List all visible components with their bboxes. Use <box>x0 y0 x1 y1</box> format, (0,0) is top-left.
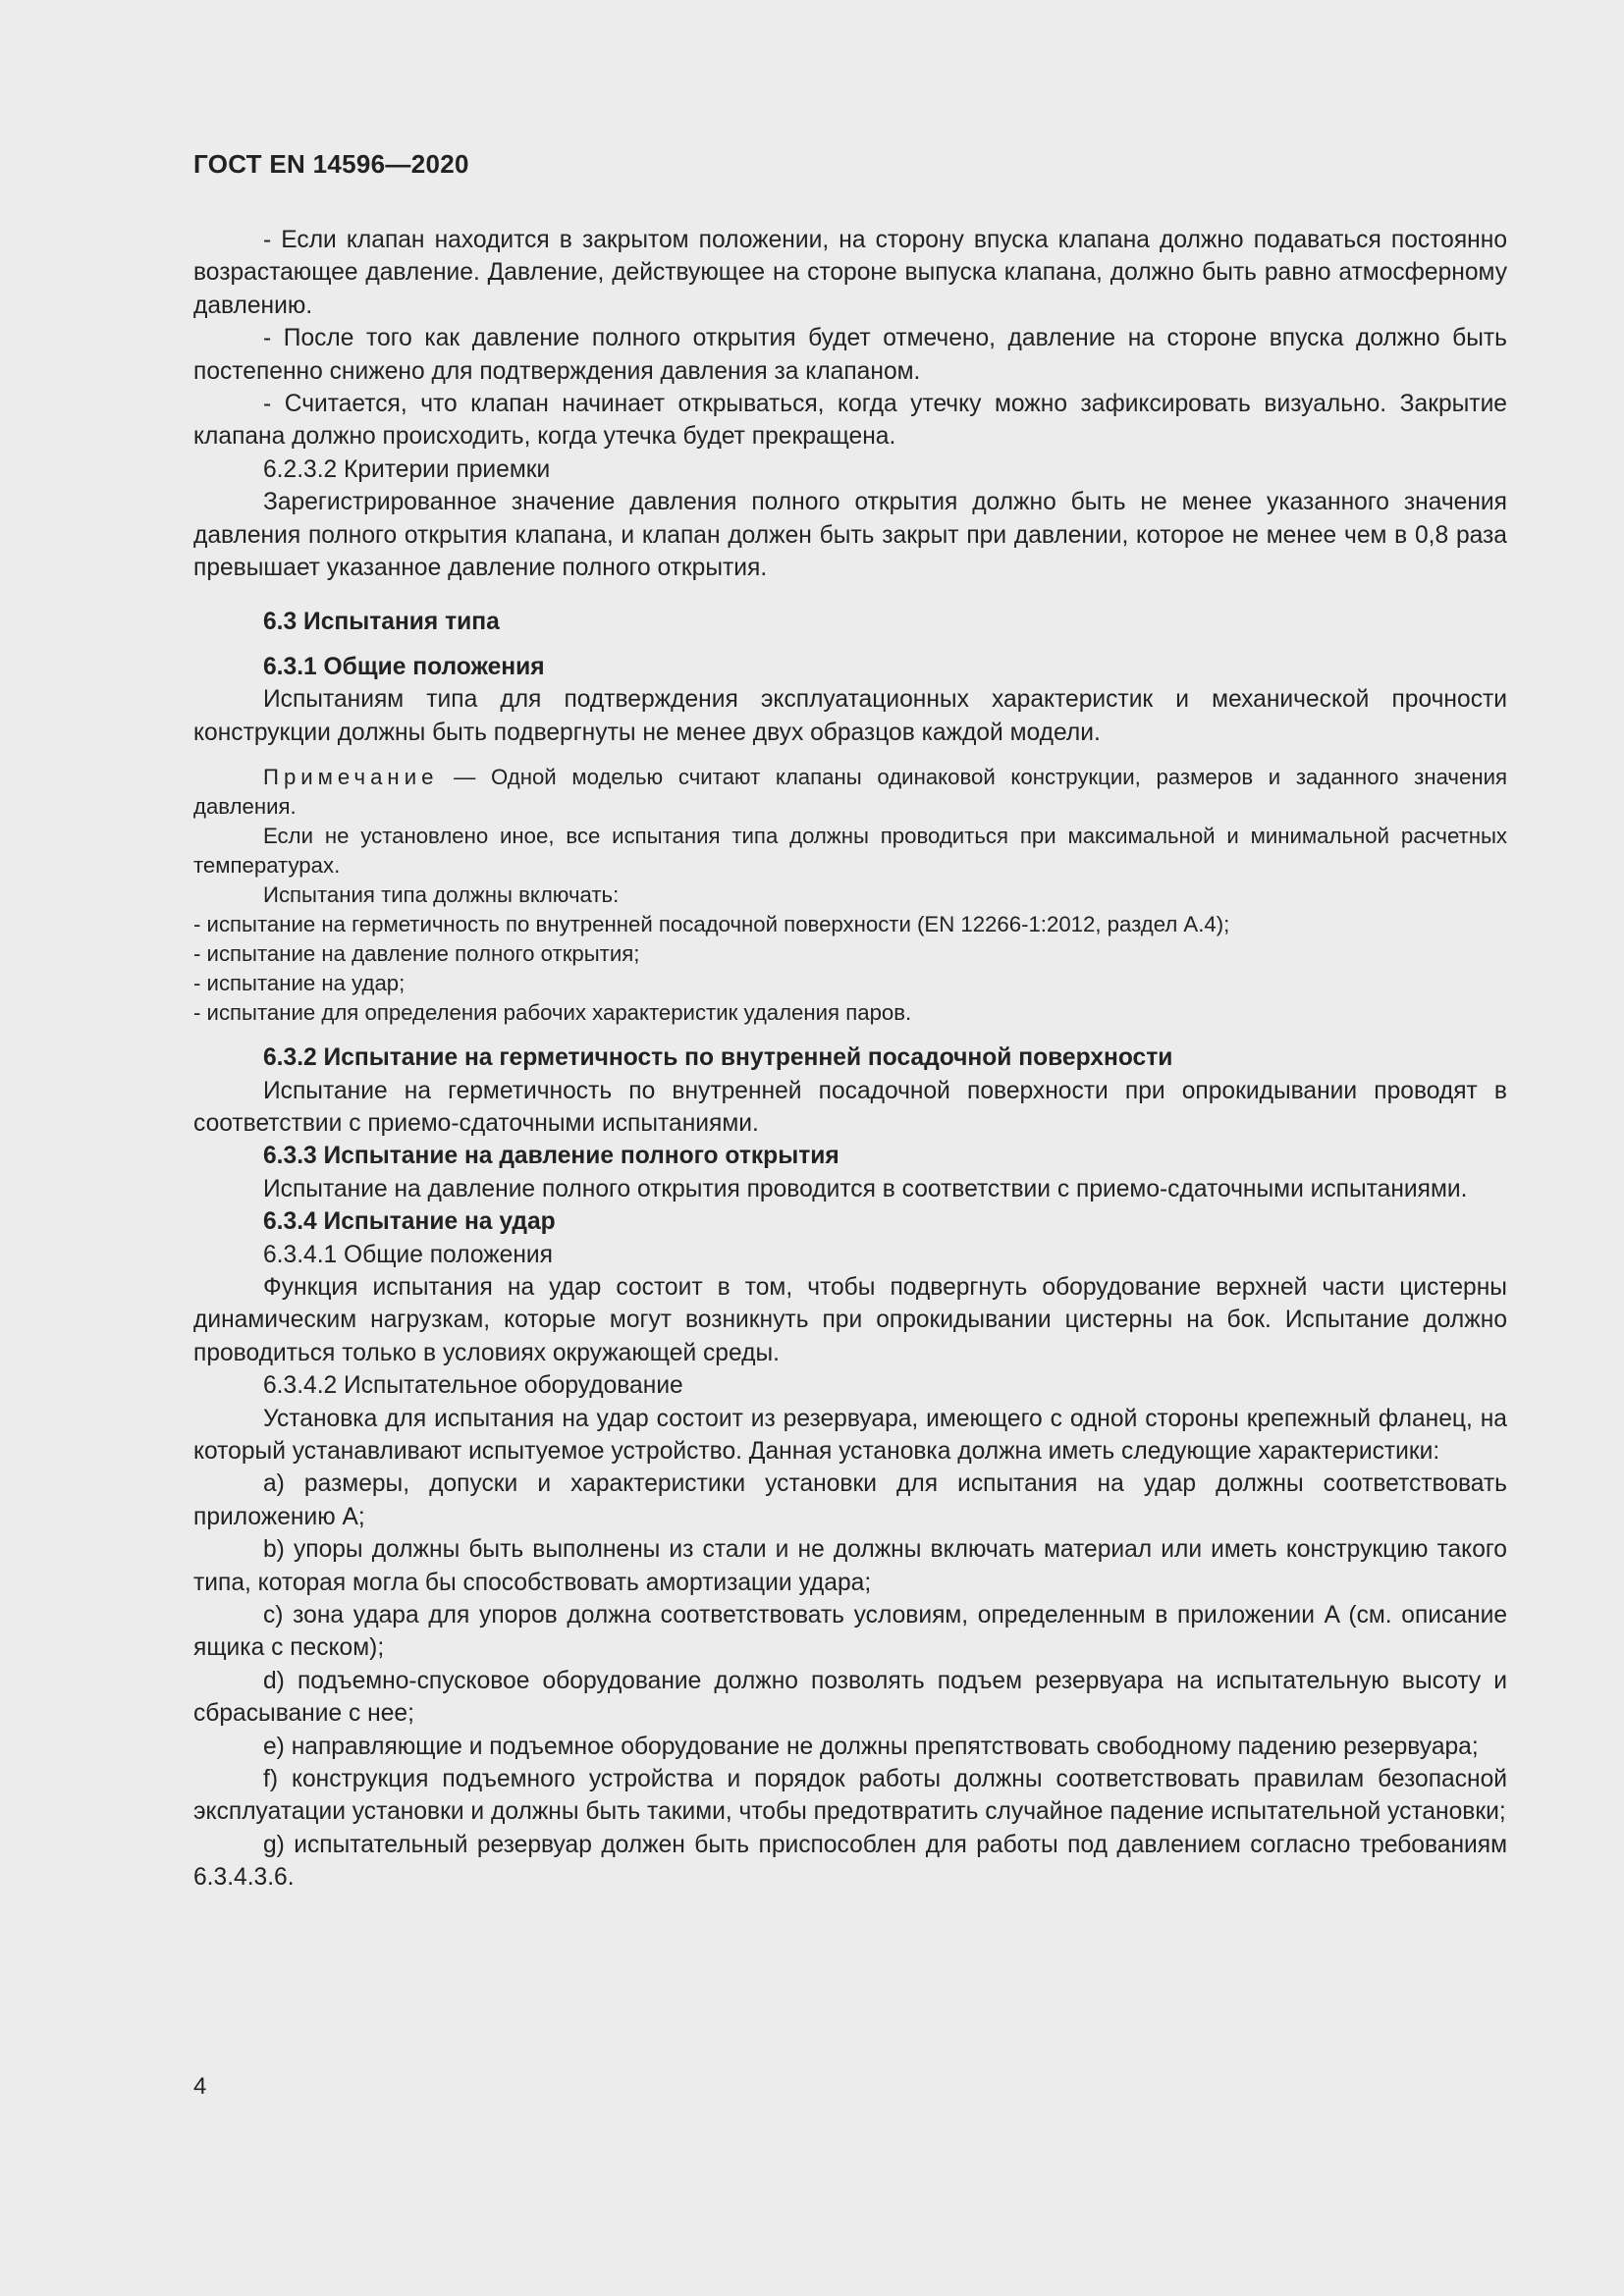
list-item: - испытание на давление полного открытия; <box>193 941 640 967</box>
paragraph: - После того как давление полного открытия будет отмечено, давление на стороне впуска должно быть постепенно снижено для подтверждения давления за клапаном. <box>193 325 1507 385</box>
section-heading: 6.3 Испытания типа <box>263 609 500 636</box>
list-item: - испытание для определения рабочих характеристик удаления паров. <box>193 1000 912 1026</box>
note <box>193 763 1507 822</box>
note-label: Примечание <box>263 765 439 790</box>
page-number: 4 <box>193 2073 207 2100</box>
section-heading: 6.3.4 Испытание на удар <box>263 1208 556 1236</box>
note-text: — Одной моделью считают клапаны одинаковой конструкции, размеров и заданного значения давления. <box>193 765 1507 820</box>
paragraph: Зарегистрированное значение давления полного открытия должно быть не менее указанного значения давления полного открытия клапана, и клапан должен быть закрыт при давлении, которое не менее чем в 0,8 раза превышает указанное давление полного открытия. <box>193 489 1507 582</box>
subsection-title: 6.3.4.2 Испытательное оборудование <box>263 1372 683 1400</box>
list-item: b) упоры должны быть выполнены из стали и не должны включать материал или иметь конструкцию такого типа, которая могла бы способствовать амортизации удара; <box>193 1536 1507 1596</box>
note-paragraph: Испытания типа должны включать: <box>263 882 620 908</box>
list-item: - испытание на герметичность по внутренней посадочной поверхности (EN 12266-1:2012, раздел A.4); <box>193 912 1230 937</box>
list-item: - испытание на удар; <box>193 971 406 996</box>
list-item: d) подъемно-спусковое оборудование должно позволять подъем резервуара на испытательную высоту и сбрасывание с нее; <box>193 1667 1507 1728</box>
list-item: g) испытательный резервуар должен быть приспособлен для работы под давлением согласно требованиям 6.3.4.3.6. <box>193 1831 1507 1892</box>
list-item: f) конструкция подъемного устройства и порядок работы должны соответствовать правилам безопасной эксплуатации установки и должны быть такими, чтобы предотвратить случайное падение испытательной установки; <box>193 1766 1507 1826</box>
list-item: a) размеры, допуски и характеристики установки для испытания на удар должны соответствовать приложению A; <box>193 1470 1507 1530</box>
list-item: e) направляющие и подъемное оборудование не должны препятствовать свободному падению резервуара; <box>263 1733 1479 1760</box>
paragraph: - Если клапан находится в закрытом положении, на сторону впуска клапана должно подаваться постоянно возрастающее давление. Давление, действующее на стороне выпуска клапана, должно быть равно атмосферному давлению. <box>193 227 1507 319</box>
document-header: ГОСТ EN 14596—2020 <box>193 149 469 179</box>
subsection-title: 6.2.3.2 Критерии приемки <box>263 455 551 483</box>
section-heading: 6.3.1 Общие положения <box>263 653 545 680</box>
section-heading: 6.3.3 Испытание на давление полного открытия <box>263 1143 839 1170</box>
paragraph: Испытаниям типа для подтверждения эксплуатационных характеристик и механической прочности конструкции должны быть подвергнуты не менее двух образцов каждой модели. <box>193 686 1507 746</box>
paragraph: Испытание на герметичность по внутренней посадочной поверхности при опрокидывании проводят в соответствии с приемо-сдаточными испытаниями. <box>193 1077 1507 1137</box>
paragraph: Испытание на давление полного открытия проводится в соответствии с приемо-сдаточными испытаниями. <box>263 1175 1468 1202</box>
paragraph: Функция испытания на удар состоит в том, чтобы подвергнуть оборудование верхней части цистерны динамическим нагрузкам, которые могут возникнуть при опрокидывании цистерны на бок. Испытание должно проводиться только в условиях окружающей среды. <box>193 1273 1507 1366</box>
paragraph: - Считается, что клапан начинает открываться, когда утечку можно зафиксировать визуально. Закрытие клапана должно происходить, когда утечка будет прекращена. <box>193 391 1507 451</box>
note-paragraph: Если не установлено иное, все испытания типа должны проводиться при максимальной и минимальной расчетных температурах. <box>193 824 1507 879</box>
section-heading: 6.3.2 Испытание на герметичность по внутренней посадочной поверхности <box>263 1044 1173 1072</box>
document-body <box>193 224 1507 1895</box>
subsection-title: 6.3.4.1 Общие положения <box>263 1241 553 1268</box>
paragraph: Установка для испытания на удар состоит из резервуара, имеющего с одной стороны крепежный фланец, на который устанавливают испытуемое устройство. Данная установка должна иметь следующие характеристики: <box>193 1405 1507 1465</box>
list-item: c) зона удара для упоров должна соответствовать условиям, определенным в приложении A (см. описание ящика с песком); <box>193 1602 1507 1662</box>
